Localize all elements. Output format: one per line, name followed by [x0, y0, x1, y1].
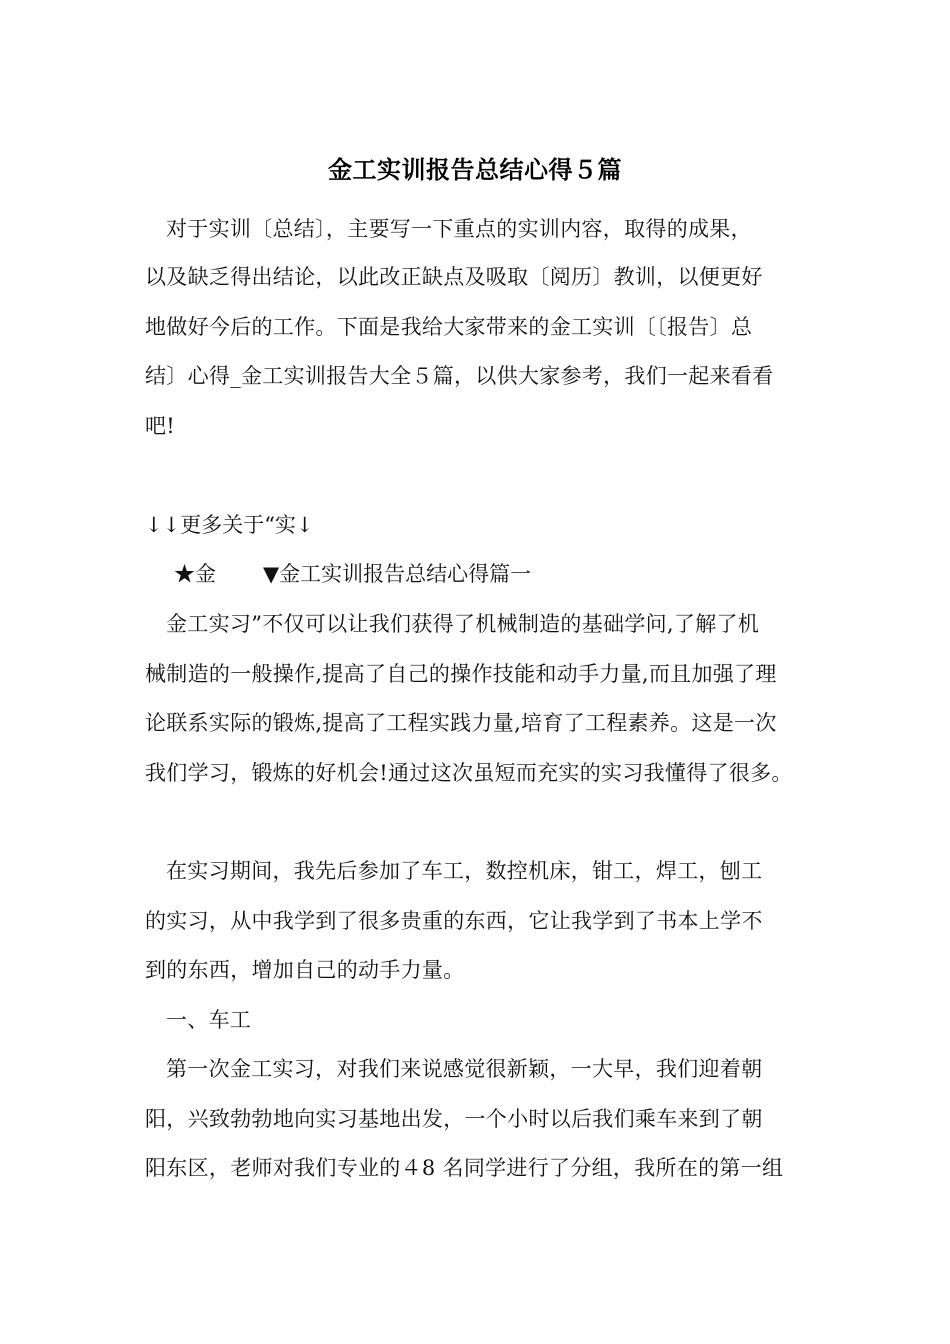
subheading: 一、车工	[166, 1008, 252, 1032]
para1-line: 金工实习”不仅可以让我们获得了机械制造的基础学问,了解了机	[166, 612, 760, 636]
para3-line: 第一次金工实习，对我们来说感觉很新颖，一大早，我们迎着朝	[166, 1057, 763, 1081]
para1-line: 我们学习，锻炼的好机会!通过这次虽短而充实的实习我懂得了很多。	[145, 761, 793, 785]
para2-line: 到的东西，增加自己的动手力量。	[145, 958, 465, 982]
para2-line: 的实习，从中我学到了很多贵重的东西，它让我学到了书本上学不	[145, 909, 763, 933]
intro-line: 吧!	[145, 414, 176, 438]
para2-line: 在实习期间，我先后参加了车工，数控机床，钳工，焊工，刨工	[166, 859, 763, 883]
section-heading[interactable]: ▼金工实训报告总结心得篇一	[263, 562, 532, 586]
intro-line: 以及缺乏得出结论，以此改正缺点及吸取〔阅历〕教训，以便更好	[145, 265, 763, 289]
para3-line: 阳东区，老师对我们专业的４8 名同学进行了分组，我所在的第一组	[145, 1156, 784, 1180]
para1-line: 械制造的一般操作,提高了自己的操作技能和动手力量,而且加强了理	[145, 662, 777, 686]
para3-line: 阳，兴致勃勃地向实习基地出发，一个小时以后我们乘车来到了朝	[145, 1107, 763, 1131]
intro-line: 对于实训〔总结〕，主要写一下重点的实训内容，取得的成果，	[166, 217, 752, 241]
more-link[interactable]: ↓↓更多关于“实↓	[145, 513, 314, 537]
document-title: 金工实训报告总结心得５篇	[328, 156, 622, 184]
star-item[interactable]: ★金	[174, 562, 216, 586]
para1-line: 论联系实际的锻炼,提高了工程实践力量,培育了工程素养。这是一次	[145, 711, 777, 735]
intro-line: 结〕心得_金工实训报告大全５篇，以供大家参考，我们一起来看看	[145, 364, 774, 388]
intro-line: 地做好今后的工作。下面是我给大家带来的金工实训〔〔报告〕总	[145, 315, 753, 339]
